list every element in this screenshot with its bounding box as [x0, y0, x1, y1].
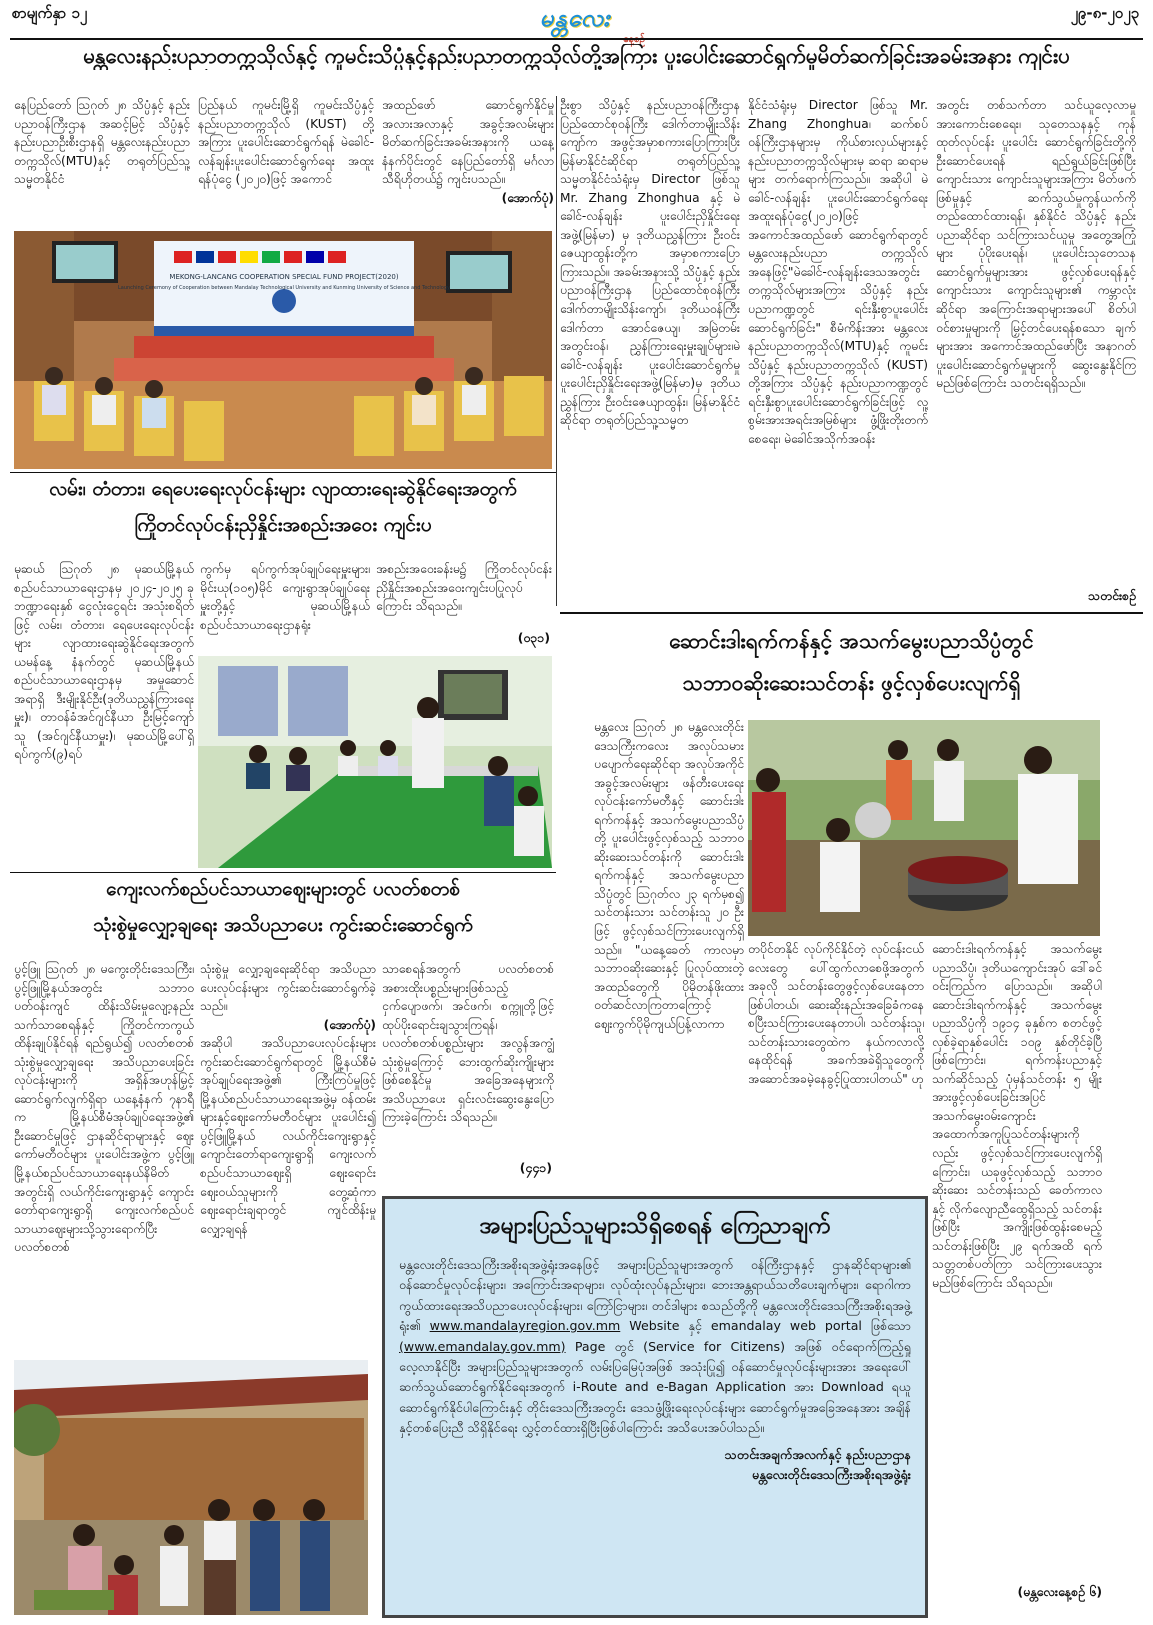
public-notice-title: အများပြည်သူများသိရှိစေရန် ကြေညာချက်: [479, 1213, 831, 1239]
issue-date: ၂၉-၈-၂၀၂၃: [1070, 4, 1139, 22]
public-notice-box: [382, 1196, 928, 1618]
article4-col1: [594, 718, 744, 1192]
article4-headline-line1: ဆောင်းဒါးရက်ကန်နှင့် အသက်မွေးပညာသိပ္ပံတွင်: [669, 629, 1034, 653]
article2-col3-tag: (ဝ၃၁): [517, 630, 550, 645]
article3-headline-line2: သုံးစွဲမှုလျှော့ချရေး အသိပညာပေး ကွင်းဆင်းဆောင်ရွက်: [93, 914, 473, 936]
article2-col1: [14, 560, 194, 868]
article1-col6-text: အတွင်း တစ်သက်တာ သင်ယူလေ့လာမှု အားကောင်းစေရေး၊ သုတေသနနှင့် ကုန်ထုတ်လုပ်ငန်း ပူးပေါင်း ဆောင်ရွက်ခြင်းတို့ကို ဦးဆောင်ပေးရန် ရည်ရွယ်ခြင်းဖြစ်ပြီး ကျောင်းသား ကျောင်းသူများအကြား မိတ်ဖက်ဖြစ်မှုနှင့် ဆက်သွယ်မှုကွန်ယက်ကို တည်ထောင်ထားရန်၊ နှစ်နိုင်ငံ သိပ္ပံနှင့် နည်းပညာဆိုင်ရာ သင်ကြားသင်ယူမှု အတွေ့အကြုံများ ပုံပိုးပေးရန်၊ ပူးပေါင်းသုတေသန ဆောင်ရွက်မှုများအား ဖွင့်လှစ်ပေးရန်နှင့် ကျောင်းသား ကျောင်းသူများ၏ ကမ္ဘာလုံးဆိုင်ရာ အကြောင်းအရာများအပေါ် စိတ်ပါဝင်စားမှုများကို မြှင့်တင်ပေးရန်စသော ချက်များအား အကောင်အထည်ဖော်ပြီး အနာဂတ် ပူးပေါင်းဆောင်ရွက်မှုများကို ဆွေးနွေးနိုင်ကြမည်ဖြစ်ကြောင်း သတင်းရရှိသည်။: [936, 98, 1136, 391]
article2-rule: [10, 472, 556, 473]
article1-signature: သတင်းစဉ်: [1088, 588, 1136, 603]
conference-photo: [14, 231, 552, 469]
conference-banner-subtitle: Launching Ceremony of Cooperation between Mandalay Technological University and Kunming University of Science and Technology: [117, 285, 451, 291]
article1-col3-tag: (အောက်ပုံ): [501, 190, 554, 205]
article2-headline-line2: ကြိုတင်လုပ်ငန်းညှိနှိုင်းအစည်းအဝေး ကျင်းပ: [134, 514, 432, 536]
article4-col3-tag: (မန္တလေးနေ့စဉ် ၆): [1017, 1584, 1102, 1599]
public-notice-body: [385, 1255, 925, 1439]
public-notice-body-c: Page တွင် (Service for Citizens) အဖြစ် ဝင်ရောက်ကြည့်ရှု လေ့လာနိုင်ပြီး အများပြည်သူများအတွက် လမ်းပြမြေပုံအဖြစ် အသုံးပြု၍ ဝန်ဆောင်မှုလုပ်ငန်းများအား အရေးပေါ်ဆက်သွယ်ဆောင်ရွက်နိုင်ရေးအတွက် i-Route and e-Bagan Application အား Download ရယူဆောင်ရွက်နိုင်ပါကြောင်းနှင့် တိုင်းဒေသကြီးအတွင်း ဒေသဖွံ့ဖြိုးရေးလုပ်ငန်းများ ဆောင်ရွက်မှုအခြေအနေအား အချိန်နှင့်တစ်ပြေးညီ သိရှိနိုင်ရေး လွှင့်တင်ထားရှိပြီးဖြစ်ပါကြောင်း အသိပေးအပ်ပါသည်။: [399, 1338, 911, 1436]
article1-col4: [560, 96, 740, 604]
dyeing-photo: [748, 720, 1100, 936]
article3-rule: [10, 872, 556, 873]
article1-col5-text: နိုင်ငံသံရုံးမှ Director ဖြစ်သူ Mr. Zhang Zhonghua၊ ဆက်စပ်ဝန်ကြီးဌာနများမှ ကိုယ်စားလှယ်များနှင့် နည်းပညာတက္ကသိုလ်များမှ ဆရာ ဆရာမများ တက်ရောက်ကြသည်။ အဆိုပါ မဲခေါင်-လန်ချန်း ပူးပေါင်းဆောင်ရွက်ရေး အထူးရန်ပုံငွေ(၂၀၂၀)ဖြင့် အကောင်အထည်ဖော် ဆောင်ရွက်ရာတွင် မန္တလေးနည်းပညာ တက္ကသိုလ်အနေဖြင့်"မဲခေါင်-လန်ချန်းဒေသအတွင်း တက္ကသိုလ်များအကြား သိပ္ပံနှင့် နည်းပညာကဏ္ဍတွင် ရင်းနှီးစွာပူးပေါင်းဆောင်ရွက်ခြင်း" စီမံကိန်းအား မန္တလေး နည်းပညာတက္ကသိုလ်(MTU)နှင့် ကူမင်းသိပ္ပံနှင့် နည်းပညာတက္ကသိုလ် (KUST) တို့အကြား သိပ္ပံနှင့် နည်းပညာကဏ္ဍတွင် ရင်းနှီးစွာပူးပေါင်းဆောင်ရွက်ခြင်းဖြင့် လူ့စွမ်းအားအရင်းအမြစ်များ ဖွံ့ဖြိုးတိုးတက်စေရေး၊ မဲခေါင်အသိုက်အဝန်း: [748, 98, 928, 446]
article1-col3-text: အထည်ဖော် ဆောင်ရွက်နိုင်မှု အလားအလာနှင့် အခွင့်အလမ်းများ မိတ်ဆက်ခြင်းအခမ်းအနားကို ယနေ့ နံနက်ပိုင်းတွင် နေပြည်တော်ရှိ မင်္ဂလာသီရိဟိုတယ်၌ ကျင်းပသည်။: [382, 98, 554, 187]
article3-headline-line1: ကျေးလက်စည်ပင်သာယာဈေးများတွင် ပလတ်စတစ်: [106, 878, 460, 900]
article4-col3-text: ဆောင်းဒါးရက်ကန်နှင့် အသက်မွေး ပညာသိပ္ပံ၊ ဒုတိယကျောင်းအုပ် ဒေါ်ခင်ဝင်းကြည်က ပြောသည်။ အဆိုပါ ဆောင်းဒါးရက်ကန်နှင့် အသက်မွေးပညာသိပ္ပံကို ၁၉၁၄ ခုနှစ်က စတင်ဖွင့်လှစ်ခဲ့ရာနှစ်ပေါင်း ၁၀၉ နှစ်တိုင်ခဲ့ပြီဖြစ်ကြောင်း၊ ရက်ကန်းပညာနှင့် သက်ဆိုင်သည့် ပုံမှန်သင်တန်း ၅ မျိုးအားဖွင့်လှစ်ပေးခြင်းအပြင် အသက်မွေးဝမ်းကျောင်း အထောက်အကူပြုသင်တန်းများကိုလည်း ဖွင့်လှစ်သင်ကြားပေးလျက်ရှိကြောင်း၊ ယခုဖွင့်လှစ်သည့် သဘာဝဆိုးဆေး သင်တန်းသည် ခေတ်ကာလနှင့် လိုက်လျောညီထွေရှိသည့် သင်တန်းဖြစ်ပြီး အကျိုးဖြစ်ထွန်းစေမည့် သင်တန်းဖြစ်ပြီး ၂၉ ရက်အထိ ရက်သတ္တတစ်ပတ်ကြာ သင်ကြားပေးသွားမည်ဖြစ်ကြောင်း သိရသည်။: [932, 942, 1102, 1290]
article3-col2-tag: (အောက်ပုံ): [323, 1017, 376, 1032]
article3-col2: [200, 960, 376, 1358]
masthead-title: မန္တလေး: [539, 4, 611, 32]
article1-col4-text: ဦးစွာ သိပ္ပံနှင့် နည်းပညာဝန်ကြီးဌာန ပြည်ထောင်စုဝန်ကြီး ဒေါက်တာမျိုးသိန်းကျော်က အဖွင့်အမှာစကားပြောကြားပြီး မြန်မာနိုင်ငံဆိုင်ရာ တရုတ်ပြည်သူ့သမ္မတနိုင်ငံသံရုံးမှ Director ဖြစ်သူ Mr. Zhang Zhonghua နှင့် မဲခေါင်-လန်ချန်း ပူးပေါင်းညှိနှိုင်းရေးအဖွဲ့(မြန်မာ) မှ ဒုတိယညွှန်ကြား ဦးဝင်းဇေယျာထွန်းတို့က အမှာစကားပြောကြားသည်။ အခမ်းအနားသို့ သိပ္ပံနှင့် နည်းပညာဝန်ကြီးဌာန ပြည်ထောင်စုဝန်ကြီး ဒေါက်တာမျိုးသိန်းကျော်၊ ဒုတိယဝန်ကြီး ဒေါက်တာ အောင်ဇေယျ၊ အမြဲတမ်းအတွင်းဝန်၊ ညွှန်ကြားရေးမှူးချုပ်များ၊မဲခေါင်-လန်ချန်း ပူးပေါင်းဆောင်ရွက်မှု ပူးပေါင်းညှိနှိုင်းရေးအဖွဲ့(မြန်မာ)မှ ဒုတိယညွှန်ကြား ဦးဝင်းဇေယျာထွန်း၊ မြန်မာနိုင်ငံဆိုင်ရာ တရုတ်ပြည်သူ့သမ္မတ: [560, 98, 740, 428]
article1-col1-text: နေပြည်တော် ဩဂုတ် ၂၈ သိပ္ပံနှင့် နည်းပညာဝန်ကြီးဌာန အဆင့်မြင့် သိပ္ပံနှင့် နည်းပညာဦးစီးဌာနရှိ မန္တလေးနည်းပညာတက္ကသိုလ်(MTU)နှင့် တရုတ်ပြည်သူ့သမ္မတနိုင်ငံ: [14, 98, 190, 187]
market-photo-drawing: [14, 1360, 368, 1615]
article3-col2-text: သုံးစွဲမှု လျှော့ချရေးဆိုင်ရာ အသိပညာပေးလုပ်ငန်းများ ကွင်းဆင်းဆောင်ရွက်ခဲ့သည်။: [200, 962, 376, 1014]
header-rule: [10, 38, 1143, 40]
article1-col3: [382, 96, 554, 228]
public-notice-body-a: မန္တလေးတိုင်းဒေသကြီးအစိုးရအဖွဲ့ရုံးအနေဖြင့် အများပြည်သူများအတွက် ဝန်ကြီးဌာနနှင့် ဌာနဆိုင်ရာများ၏ ဝန်ဆောင်မှုလုပ်ငန်းများ၊ အကြောင်းအရာများ၊ လုပ်ထုံးလုပ်နည်းများ၊ ဘေးအန္တရာယ်သတိပေးချက်များ၊ ရောဂါကာကွယ်ထားရေးအသိပညာပေးလုပ်ငန်းများ၊ ကြော်ငြာများ၊ တင်ဒါများ စသည်တို့ကို မန္တလေးတိုင်းဒေသကြီးအစိုးရအဖွဲ့ရုံး၏: [399, 1257, 911, 1334]
article4-rule: [560, 612, 1143, 614]
article4-headline-line2: သဘာဝဆိုးဆေးသင်တန်း ဖွင့်လှစ်ပေးလျက်ရှိ: [682, 671, 1021, 695]
masthead-logo: [505, 2, 645, 42]
dyeing-photo-drawing: [748, 720, 1100, 936]
emandalay-portal-link[interactable]: (www.emandalay.gov.mm): [399, 1338, 566, 1354]
article3-col3-tag: (၄၄၁): [519, 1160, 552, 1175]
article4-col3: [932, 940, 1102, 1580]
public-notice-body-b: Website နှင့် emandalay web portal ဖြစ်သော: [629, 1318, 911, 1334]
article3-col3: [382, 960, 554, 1160]
market-photo: [14, 1360, 368, 1615]
column-divider: [556, 96, 557, 606]
article2-col2: [200, 560, 370, 652]
mandalay-region-website-link[interactable]: www.mandalayregion.gov.mm: [429, 1318, 621, 1334]
meeting-photo: [198, 656, 552, 868]
article3-col1-text: ပွင့်ဖြူ ဩဂုတ် ၂၈ မကွေးတိုင်းဒေသကြီး၊ ပွင့်ဖြူမြို့နယ်အတွင်း သဘာဝပတ်ဝန်းကျင် ထိန်းသိမ်းမှုလျော့နည်းသက်သာစေရန်နှင့် ကြိုတင်ကာကွယ်ထိန်းချုပ်နိုင်ရန် ရည်ရွယ်၍ ပလတ်စတစ်သုံးစွဲမှုလျှော့ချရေး အသိပညာပေးခြင်းလုပ်ငန်းများကို အရှိန်အဟုန်မြှင့် ဆောင်ရွက်လျက်ရှိရာ ယနေ့နံနက် ၇နာရီက မြို့နယ်စီမံအုပ်ချုပ်ရေးအဖွဲ့၏ ဦးဆောင်မှုဖြင့် ဌာနဆိုင်ရာများနှင့် ဈေးကော်မတီဝင်များ ပူးပေါင်းအဖွဲ့က ပွင့်ဖြူမြို့နယ်စည်ပင်သာယာရေးနယ်နိမိတ်အတွင်းရှိ လယ်ကိုင်းကျေးရွာနှင့် ကျောင်းတော်ရာကျေးရွာရှိ ကျေးလက်စည်ပင်သာယာဈေးများသို့သွားရောက်ပြီး ပလတ်စတစ်: [14, 962, 194, 1255]
public-notice-sign1: သတင်းအချက်အလက်နှင့် နည်းပညာဌာန: [724, 1446, 911, 1462]
article2-col3-text: အစည်းအဝေးခန်းမ၌ ကြိုတင်လုပ်ငန်းညှိနှိုင်းအစည်းအဝေးကျင်းပပြုလုပ်ကြောင်း သိရသည်။: [376, 562, 552, 614]
meeting-photo-drawing: [198, 656, 552, 868]
article1-col2: [198, 96, 374, 228]
conference-photo-drawing: [14, 231, 552, 469]
article2-headline-line1: လမ်း၊ တံတား၊ ရေပေးရေးလုပ်ငန်းများ လျာထားရေးဆွဲနိုင်ရေးအတွက်: [49, 478, 517, 500]
article2-col2-text: ကွက်မှ ရပ်ကွက်အုပ်ချုပ်ရေးမှူးများ၊ မိုင်းယု(၁၀၅)မိုင် ကျေးရွာအုပ်ချုပ်ရေးမှူးတို့နှင့် မုဆယ်မြို့နယ်စည်ပင်သာယာရေးဌာနရုံး: [200, 562, 370, 632]
article1-col5: [748, 96, 928, 604]
article3-col3-text: သာစေရန်အတွက် ပလတ်စတစ်အစားထိုးပစ္စည်းများဖြစ်သည့် ငှက်ပျောဖက်၊ အင်ဖက်၊ စက္ကူတို့ဖြင့် ထုပ်ပိုးရောင်းချသွားကြရန်၊ ပလတ်စတစ်ပစ္စည်းများ အလွန်အကျွံသုံးစွဲမှုကြောင့် ဘေးထွက်ဆိုးကျိုးများဖြစ်စေနိုင်မှု အခြေအနေများကို အသိပညာပေး ရှင်းလင်းဆွေးနွေးပြောကြားခဲ့ကြောင်း သိရသည်။: [382, 962, 554, 1125]
article1-col6: [936, 96, 1136, 586]
article4-col2: [748, 940, 924, 1192]
article1-col1: [14, 96, 190, 228]
article4-col2-text: တပိုင်တနိုင် လုပ်ကိုင်နိုင်တဲ့ လုပ်ငန်းငယ်လေးတွေ ပေါ်ထွက်လာစေဖို့အတွက် အခုလို သင်တန်းတွေဖွင့်လှစ်ပေးနေတာ ဖြစ်ပါတယ်၊ ဆေးဆိုးနည်းအခြေခံကနေ စပြီးသင်ကြားပေးနေတာပါ၊ သင်တန်းသူ၊ သင်တန်းသားတွေထဲက နယ်ကလာလို့နေထိုင်ရန် အခက်အခဲရှိသူတွေကို အဆောင်အခမဲ့နေခွင့်ပြုထားပါတယ်" ဟု: [748, 942, 924, 1086]
public-notice-sign2: မန္တလေးတိုင်းဒေသကြီးအစိုးရအဖွဲ့ရုံး: [752, 1466, 911, 1482]
conference-banner-title: MEKONG-LANCANG COOPERATION SPECIAL FUND PROJECT(2020): [169, 273, 399, 281]
article2-col3: [376, 560, 552, 630]
article3-col1: [14, 960, 194, 1358]
article3-col2b-text: အဆိုပါ အသိပညာပေးလုပ်ငန်းများ ကွင်းဆင်းဆောင်ရွက်ရာတွင် မြို့နယ်စီမံအုပ်ချုပ်ရေးအဖွဲ့၏ ကြီးကြပ်မှုဖြင့် မြို့နယ်စည်ပင်သာယာရေးအဖွဲ့မှ ဝန်ထမ်းများနှင့်ဈေးကော်မတီဝင်များ ပူးပေါင်း၍ ပွင့်ဖြူမြို့နယ် လယ်ကိုင်းကျေးရွာနှင့် ကျောင်းတော်ရာကျေးရွာရှိ ကျေးလက်စည်ပင်သာယာဈေးရှိ ဈေးရောင်းဈေးဝယ်သူများကို တွေ့ဆုံကာ ဈေးရောင်းချရာတွင် ကျင်ထိန်းမှု လျှော့ချရန်: [200, 1036, 376, 1236]
page-number-label: စာမျက်နှာ ၁၂: [12, 4, 88, 22]
article1-col2-text: ပြည်နယ် ကူမင်းမြို့ရှိ ကူမင်းသိပ္ပံနှင့် နည်းပညာတက္ကသိုလ် (KUST) တို့အကြား ပူးပေါင်းဆောင်ရွက်ရန် မဲခေါင်-လန်ချန်းပူးပေါင်းဆောင်ရွက်ရေး အထူးရန်ပုံငွေ (၂၀၂၀)ဖြင့် အကောင်: [198, 98, 374, 187]
article2-col1-text: မုဆယ် ဩဂုတ် ၂၈ မုဆယ်မြို့နယ်စည်ပင်သာယာရေးဌာနမှ ၂၀၂၄-၂၀၂၅ ခုဘဏ္ဍာရေးနှစ် ငွေလုံးငွေရင်း အသုံးစရိတ်ဖြင့် လမ်း၊ တံတား၊ ရေပေးရေးလုပ်ငန်းများ လျာထားရေးဆွဲနိုင်ရေးအတွက် ယမန်နေ့ နံနက်တွင် မုဆယ်မြို့နယ်စည်ပင်သာယာရေးဌာနမှ အမှုဆောင်အရာရှိ ဒီးမျိုးနိုင်ဦး(ဒုတိယညွှန်ကြားရေးမှူး)၊ တာဝန်ခံအင်ဂျင်နီယာ ဦးမြင့်ကျော်သူ (အင်ဂျင်နီယာမှူး)၊ မုဆယ်မြို့ပေါ်ရှိ ရပ်ကွက်(၉)ရပ်: [14, 562, 194, 762]
article1-headline: မန္တလေးနည်းပညာတက္ကသိုလ်နှင့် ကူမင်းသိပ္ပံနှင့်နည်းပညာတက္ကသိုလ်တို့အကြား ပူးပေါင်းဆောင်ရွက်မှုမိတ်ဆက်ခြင်းအခမ်းအနား ကျင်းပ: [83, 44, 1070, 68]
article4-col1-text: မန္တလေး ဩဂုတ် ၂၈ မန္တလေးတိုင်းဒေသကြီးကလေး အလုပ်သမားပပျောက်ရေးဆိုင်ရာ အလုပ်အကိုင်အခွင့်အလမ်းများ ဖန်တီးပေးရေးလုပ်ငန်းကော်မတီနှင့် ဆောင်းဒါးရက်ကန်နှင့် အသက်မွေးပညာသိပ္ပံတို့ ပူးပေါင်းဖွင့်လှစ်သည့် သဘာဝဆိုးဆေးသင်တန်းကို ဆောင်းဒါးရက်ကန်နှင့် အသက်မွေးပညာ သိပ္ပံတွင် ဩဂုတ်လ ၂၃ ရက်မှစ၍ သင်တန်းသား သင်တန်းသူ ၂၀ ဦးဖြင့် ဖွင့်လှစ်သင်ကြားပေးလျက်ရှိသည်။ "ယနေ့ခေတ် ကာလမှာ သဘာဝဆိုးဆေးနှင့် ပြုလုပ်ထားတဲ့ အထည်တွေကို ပိုမိုတန်ဖိုးထား ဝတ်ဆင်လာကြတာကြောင့် ဈေးကွက်ပိုမိုကျယ်ပြန့်လာကာ: [594, 720, 744, 1031]
